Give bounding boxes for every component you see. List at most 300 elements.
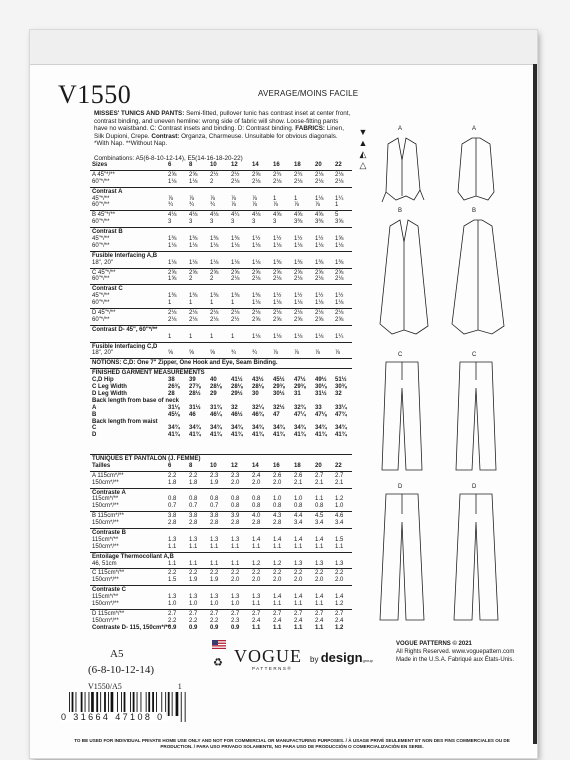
table-row bbox=[90, 432, 352, 439]
cell-value: 1.3 bbox=[252, 594, 261, 601]
cell-value: 2.6 bbox=[294, 472, 303, 479]
cell-value: 1⅜ bbox=[335, 259, 344, 266]
cell-value: 4.3 bbox=[273, 513, 282, 520]
cell-value: 2.7 bbox=[294, 610, 303, 617]
fabrics-text: Linen, Silk Dupioni, Crepe. bbox=[94, 125, 344, 140]
cell-value: 1½ bbox=[315, 293, 324, 300]
cell-value: 1⅛ bbox=[252, 300, 261, 307]
cell-value: 32 bbox=[335, 390, 342, 397]
cell-value: 1⅜ bbox=[189, 236, 198, 243]
cell-value: 2.2 bbox=[294, 570, 303, 577]
cell-value: 29½ bbox=[231, 390, 243, 397]
barcode-bar bbox=[181, 692, 182, 722]
row-label: C 45"*/** bbox=[92, 269, 116, 276]
cell-value: 0.7 bbox=[210, 503, 219, 510]
row-label: Contraste A bbox=[92, 489, 126, 496]
cell-value: ¾ bbox=[210, 202, 216, 209]
table-rule bbox=[90, 368, 352, 369]
cell-value: 45½ bbox=[273, 377, 285, 384]
table-rule bbox=[90, 325, 352, 326]
row-label: 115cm*/** bbox=[92, 594, 119, 601]
cell-value: 1¼ bbox=[335, 195, 344, 202]
cell-value: 38 bbox=[168, 377, 175, 384]
cell-value: 2.0 bbox=[273, 577, 282, 584]
cell-value: 1.8 bbox=[189, 479, 198, 486]
cell-value: 2⅛ bbox=[168, 310, 177, 317]
row-label: D bbox=[92, 432, 97, 439]
cell-value: 28⅛ bbox=[231, 384, 243, 391]
cell-value: 2⅛ bbox=[231, 178, 240, 185]
cell-value: 1.4 bbox=[335, 594, 344, 601]
sketch-a-back bbox=[458, 138, 494, 200]
cell-value: 1⅛ bbox=[273, 300, 282, 307]
cell-value: 32 bbox=[231, 404, 238, 411]
technical-sketches bbox=[376, 126, 516, 635]
cell-value: 1.4 bbox=[273, 594, 282, 601]
cell-value: 51½ bbox=[335, 377, 347, 384]
row-label: A 45"*/** bbox=[92, 171, 115, 178]
pattern-size-id-text: V1550/A5 bbox=[88, 682, 122, 691]
cell-value: 2.0 bbox=[231, 577, 240, 584]
table-rule bbox=[90, 568, 352, 569]
cell-value: 2.4 bbox=[335, 617, 344, 624]
barcode-digits: 0 31664 47108 0 bbox=[61, 712, 165, 722]
cell-value: 2⅝ bbox=[252, 171, 261, 178]
cell-value: 30⅜ bbox=[335, 384, 347, 391]
cell-value: 1.1 bbox=[294, 601, 303, 608]
cell-value: 2.8 bbox=[273, 520, 282, 527]
cell-value: ⅞ bbox=[294, 350, 300, 357]
barcode-bar bbox=[172, 692, 173, 716]
cell-value: 2⅝ bbox=[168, 171, 177, 178]
row-label: 150cm*/** bbox=[92, 520, 119, 527]
cell-value: 47¼ bbox=[294, 411, 306, 418]
cell-value: 2.2 bbox=[168, 617, 177, 624]
cell-value: 2⅝ bbox=[294, 316, 303, 323]
cell-value: 2.7 bbox=[252, 610, 261, 617]
cell-value: 12 bbox=[231, 162, 238, 168]
row-label: D Leg Width bbox=[92, 390, 127, 397]
size-code: A5 bbox=[110, 648, 124, 660]
cell-value: 2.2 bbox=[315, 570, 324, 577]
table-row bbox=[90, 611, 352, 618]
row-label: 60"*/** bbox=[92, 219, 110, 226]
cell-value: 8 bbox=[189, 162, 193, 168]
cell-value: 1⅛ bbox=[315, 242, 324, 249]
cell-value: 1 bbox=[231, 333, 235, 340]
cell-value: 34¾ bbox=[294, 425, 306, 432]
cell-value: 1 bbox=[189, 300, 193, 307]
row-label: Back length from waist bbox=[92, 418, 158, 425]
cell-value: 2.0 bbox=[335, 577, 344, 584]
cell-value: 4⅝ bbox=[315, 212, 324, 219]
cell-value: 31 bbox=[294, 390, 301, 397]
row-label: Contrast B bbox=[92, 229, 123, 236]
cell-value: 2½ bbox=[210, 171, 219, 178]
cell-value: 4⅛ bbox=[168, 212, 177, 219]
cell-value: 0.8 bbox=[231, 503, 240, 510]
cell-value: 46½ bbox=[231, 411, 243, 418]
cell-value: 2⅝ bbox=[252, 316, 261, 323]
cell-value: 3⅜ bbox=[315, 219, 324, 226]
row-label: Contrast A bbox=[92, 188, 123, 195]
cell-value: 14 bbox=[252, 162, 259, 168]
usage-disclaimer: TO BE USED FOR INDIVIDUAL PRIVATE HOME USE ONLY AND NOT FOR COMMERCIAL OR MANUFACTURING PURPOSES. / À USAGE PRIVÉ SEULEMENT ET NON DES FINS COMMERCIALES OU DE PRODUCTION. / PARA USO PRIVADO SOLAMENTE, NO PARA USO DE PRODUCCIÓN O COMERCIALIZACIÓN EN SERIE. bbox=[74, 738, 510, 749]
row-label: 115cm*/** bbox=[92, 536, 119, 543]
cell-value: 2⅛ bbox=[273, 276, 282, 283]
table-row bbox=[90, 391, 352, 398]
table-row bbox=[90, 496, 352, 503]
cell-value: 0.9 bbox=[210, 624, 219, 631]
cell-value: 2⅛ bbox=[335, 178, 344, 185]
cell-value: 5 bbox=[335, 212, 339, 219]
table-rule bbox=[90, 471, 352, 472]
row-label: C bbox=[92, 425, 97, 432]
table-row bbox=[90, 229, 352, 236]
cell-value: 1.4 bbox=[273, 536, 282, 543]
cell-value: 1.4 bbox=[315, 594, 324, 601]
finished-measurements-title bbox=[90, 370, 352, 377]
cell-value: 8 bbox=[189, 462, 193, 469]
envelope-edge bbox=[533, 64, 537, 744]
row-label: B 45"*/** bbox=[92, 212, 116, 219]
cell-value: 31½ bbox=[189, 404, 201, 411]
size-range: (6-8-10-12-14) bbox=[88, 664, 154, 676]
cell-value: ⅝ bbox=[168, 350, 174, 357]
sketch-b-back bbox=[452, 220, 504, 334]
cell-value: ⅞ bbox=[335, 350, 341, 357]
barcode-bar bbox=[185, 692, 186, 722]
cell-value: ⅞ bbox=[294, 202, 300, 209]
cell-value: 0.9 bbox=[168, 624, 177, 631]
table-row bbox=[90, 405, 352, 412]
cell-value: 41½ bbox=[231, 377, 243, 384]
sketch-label-a-back: A bbox=[472, 126, 477, 132]
fabric-layout-icons bbox=[357, 127, 371, 171]
cell-value: 33¼ bbox=[335, 404, 347, 411]
cell-value: 1 bbox=[210, 333, 214, 340]
table-row bbox=[90, 601, 352, 608]
row-label: 60"*/** bbox=[92, 242, 110, 249]
cell-value: 1⅛ bbox=[231, 242, 240, 249]
cell-value: 0.8 bbox=[252, 503, 261, 510]
cell-value: 0.8 bbox=[168, 496, 177, 503]
cell-value: 1⅜ bbox=[168, 236, 177, 243]
cell-value: 28⅛ bbox=[252, 384, 264, 391]
cell-value: 3 bbox=[189, 219, 193, 226]
cell-value: 1⅜ bbox=[210, 293, 219, 300]
table-rule bbox=[90, 342, 352, 343]
cell-value: 0.9 bbox=[231, 624, 240, 631]
cell-value: 1⅜ bbox=[252, 293, 261, 300]
triangle-down-icon: ▼ bbox=[358, 127, 368, 137]
cell-value: 3 bbox=[273, 219, 277, 226]
cell-value: 29 bbox=[210, 390, 217, 397]
cell-value: 18 bbox=[294, 162, 301, 168]
sketch-c-back bbox=[456, 362, 496, 470]
notions-line bbox=[90, 360, 352, 367]
cell-value: 1.4 bbox=[294, 536, 303, 543]
cell-value: 2⅝ bbox=[335, 269, 344, 276]
cell-value: 22 bbox=[335, 462, 342, 469]
notions-line-text: NOTIONS: C,D: One 7" Zipper, One Hook and Eye, Seam Binding. bbox=[92, 360, 278, 367]
cell-value: 1.1 bbox=[252, 624, 261, 631]
cell-value: 1½ bbox=[294, 236, 303, 243]
rights-line: All Rights Reserved. www.voguepattern.com bbox=[396, 649, 515, 655]
table-rule bbox=[90, 528, 352, 529]
table-row bbox=[90, 202, 352, 209]
row-label: Contraste B bbox=[92, 530, 127, 537]
cell-value: 2.7 bbox=[273, 610, 282, 617]
table-row bbox=[90, 276, 352, 283]
table-row bbox=[90, 412, 352, 419]
cell-value: ¾ bbox=[189, 202, 195, 209]
cell-value: ⅞ bbox=[252, 202, 258, 209]
cell-value: 1⅜ bbox=[168, 293, 177, 300]
by-design-logo bbox=[310, 650, 373, 665]
cell-value: 41¾ bbox=[315, 432, 327, 439]
cell-value: 3.9 bbox=[231, 513, 240, 520]
cell-value: 1.1 bbox=[168, 543, 177, 550]
cell-value: 2.2 bbox=[273, 570, 282, 577]
table-row bbox=[90, 270, 352, 277]
table-row bbox=[90, 544, 352, 551]
table-row bbox=[90, 310, 352, 317]
cell-value: 1½ bbox=[335, 293, 344, 300]
row-label: 45"*/** bbox=[92, 195, 110, 202]
cell-value: 1 bbox=[273, 195, 277, 202]
cell-value: 41¾ bbox=[231, 432, 243, 439]
cell-value: 1.1 bbox=[335, 543, 344, 550]
cell-value: 3⅜ bbox=[294, 219, 303, 226]
cell-value: 2.0 bbox=[231, 479, 240, 486]
cell-value: 1⅛ bbox=[294, 333, 303, 340]
cell-value: 1⅜ bbox=[294, 259, 303, 266]
cell-value: 30 bbox=[252, 390, 259, 397]
cell-value: 4⅛ bbox=[252, 212, 261, 219]
cell-value: 1½ bbox=[294, 293, 303, 300]
cell-value: 1⅛ bbox=[210, 259, 219, 266]
cell-value: 2.1 bbox=[335, 479, 344, 486]
cell-value: 2.7 bbox=[315, 610, 324, 617]
row-label: 60"*/** bbox=[92, 316, 110, 323]
cell-value: 2⅝ bbox=[294, 269, 303, 276]
cell-value: 4.4 bbox=[294, 513, 303, 520]
cell-value: 2.8 bbox=[231, 520, 240, 527]
cell-value: 28 bbox=[168, 390, 175, 397]
row-label: 115cm*/** bbox=[92, 496, 119, 503]
cell-value: 2⅛ bbox=[252, 178, 261, 185]
cell-value: 2.2 bbox=[252, 570, 261, 577]
cell-value: 2⅛ bbox=[252, 310, 261, 317]
row-label: Sizes bbox=[92, 162, 108, 168]
cell-value: 1⅛ bbox=[273, 333, 282, 340]
cell-value: 29⅜ bbox=[273, 384, 285, 391]
row-label: Contrast C bbox=[92, 286, 123, 293]
cell-value: 32½ bbox=[273, 404, 285, 411]
cell-value: 34¾ bbox=[315, 425, 327, 432]
sketch-b-front bbox=[380, 220, 428, 334]
cell-value: 4⅝ bbox=[294, 212, 303, 219]
vogue-patterns-sub bbox=[252, 666, 292, 671]
cell-value: 1.1 bbox=[231, 543, 240, 550]
cell-value: 1.1 bbox=[315, 624, 324, 631]
cell-value: 20 bbox=[315, 162, 322, 168]
cell-value: ⅝ bbox=[210, 350, 216, 357]
cell-value: 1.4 bbox=[315, 536, 324, 543]
cell-value: 2⅝ bbox=[335, 316, 344, 323]
cell-value: 1⅛ bbox=[168, 259, 177, 266]
cell-value: 1.9 bbox=[210, 577, 219, 584]
cell-value: 2.2 bbox=[335, 570, 344, 577]
cell-value: 2.4 bbox=[294, 617, 303, 624]
difficulty-label: AVERAGE/MOINS FACILE bbox=[258, 89, 359, 98]
cell-value: 2½ bbox=[231, 171, 240, 178]
row-label: A 115cm*/** bbox=[92, 472, 124, 479]
cell-value: 1.1 bbox=[273, 543, 282, 550]
contrast-label: Contrast: bbox=[151, 132, 180, 140]
cell-value: 2.0 bbox=[315, 577, 324, 584]
cell-value: 2⅛ bbox=[210, 310, 219, 317]
cell-value: 34¾ bbox=[189, 425, 201, 432]
cell-value: 1.1 bbox=[315, 496, 324, 503]
cell-value: 2⅝ bbox=[273, 269, 282, 276]
row-label: 150cm*/** bbox=[92, 543, 119, 550]
cell-value: 47⅛ bbox=[315, 411, 327, 418]
cell-value: 1⅛ bbox=[335, 242, 344, 249]
cell-value: 1.1 bbox=[210, 543, 219, 550]
cell-value: 47½ bbox=[294, 377, 306, 384]
cell-value: 3 bbox=[231, 219, 235, 226]
cell-value: 2.2 bbox=[189, 617, 198, 624]
cell-value: 2⅛ bbox=[294, 178, 303, 185]
table-rule bbox=[90, 488, 352, 489]
cell-value: 2.8 bbox=[252, 520, 261, 527]
cell-value: ¾ bbox=[252, 350, 258, 357]
sketch-label-b-front: B bbox=[398, 208, 403, 214]
cell-value: 2⅛ bbox=[168, 316, 177, 323]
cell-value: 1.0 bbox=[335, 503, 344, 510]
cell-value: 0.7 bbox=[189, 503, 198, 510]
cell-value: 28⅛ bbox=[210, 384, 222, 391]
row-label: 45"*/** bbox=[92, 293, 110, 300]
sketch-label-d-back: D bbox=[472, 484, 477, 490]
table-row bbox=[90, 253, 352, 260]
cell-value: 16 bbox=[273, 462, 280, 469]
table-row bbox=[90, 189, 352, 196]
cell-value: 2.4 bbox=[252, 617, 261, 624]
cell-value: 1⅛ bbox=[252, 242, 261, 249]
tailles-header-row bbox=[90, 463, 352, 470]
cell-value: 0.8 bbox=[294, 503, 303, 510]
cell-value: 14 bbox=[252, 462, 259, 469]
cell-value: 2.8 bbox=[168, 520, 177, 527]
row-label: D 115cm*/** bbox=[92, 610, 125, 617]
cell-value: 2⅛ bbox=[315, 276, 324, 283]
table-row bbox=[90, 594, 352, 601]
cell-value: 1.5 bbox=[335, 536, 344, 543]
cell-value: 12 bbox=[231, 462, 238, 469]
cell-value: 1.0 bbox=[168, 601, 177, 608]
table-row bbox=[90, 334, 352, 341]
vogue-logo-text: VOGUE bbox=[234, 646, 302, 666]
table-row bbox=[90, 398, 352, 405]
cell-value: 34¾ bbox=[210, 425, 222, 432]
cell-value: 2⅝ bbox=[210, 269, 219, 276]
cell-value: 0.8 bbox=[315, 503, 324, 510]
cell-value: 28½ bbox=[189, 390, 201, 397]
cell-value: 1 bbox=[335, 202, 339, 209]
cell-value: 1⅛ bbox=[315, 333, 324, 340]
row-label: B 115cm*/** bbox=[92, 513, 124, 520]
by-text: by bbox=[310, 655, 319, 664]
cell-value: 2.8 bbox=[189, 520, 198, 527]
cell-value: 3 bbox=[252, 219, 256, 226]
sketch-label-a-front: A bbox=[398, 126, 403, 132]
row-label: 150cm*/** bbox=[92, 479, 119, 486]
cell-value: 1.1 bbox=[315, 601, 324, 608]
cell-value: 18 bbox=[294, 462, 301, 469]
cell-value: 1.1 bbox=[189, 560, 198, 567]
usa-flag-icon bbox=[212, 640, 226, 649]
table-row bbox=[90, 570, 352, 577]
cell-value: 3.8 bbox=[168, 513, 177, 520]
cell-value: 34¾ bbox=[231, 425, 243, 432]
sketch-label-d-front: D bbox=[398, 484, 403, 490]
registered-mark: ® bbox=[287, 666, 293, 671]
cell-value: 31½ bbox=[315, 390, 327, 397]
cell-value: 1⅛ bbox=[252, 333, 261, 340]
table-row bbox=[90, 561, 352, 568]
sketch-label-c-back: C bbox=[472, 352, 477, 358]
cell-value: 3.8 bbox=[210, 513, 219, 520]
cell-value: 2⅛ bbox=[273, 178, 282, 185]
sketch-label-b-back: B bbox=[472, 208, 477, 214]
row-label: C 115cm*/** bbox=[92, 570, 125, 577]
cell-value: 2.2 bbox=[210, 617, 219, 624]
description-title: MISSES' TUNICS AND PANTS: bbox=[94, 110, 185, 117]
table-rule bbox=[90, 511, 352, 512]
cell-value: 1.0 bbox=[231, 601, 240, 608]
row-label: D 45"*/** bbox=[92, 310, 116, 317]
cell-value: 1.3 bbox=[168, 536, 177, 543]
cell-value: 41¾ bbox=[335, 432, 347, 439]
cell-value: ⅞ bbox=[168, 195, 174, 202]
cell-value: 1⅜ bbox=[231, 293, 240, 300]
cell-value: 1.1 bbox=[189, 543, 198, 550]
cell-value: 46¼ bbox=[210, 411, 222, 418]
cell-value: 2⅛ bbox=[189, 310, 198, 317]
cell-value: 32¼ bbox=[252, 404, 264, 411]
cell-value: 40 bbox=[210, 377, 217, 384]
cell-value: 1⅛ bbox=[189, 242, 198, 249]
table-row bbox=[90, 377, 352, 384]
table-row bbox=[90, 554, 352, 561]
cell-value: 2⅝ bbox=[315, 269, 324, 276]
cell-value: 1⅜ bbox=[231, 236, 240, 243]
cell-value: 41¾ bbox=[273, 432, 285, 439]
cell-value: 2⅝ bbox=[273, 316, 282, 323]
cell-value: 2.3 bbox=[231, 617, 240, 624]
cell-value: 49½ bbox=[315, 377, 327, 384]
table-row bbox=[90, 480, 352, 487]
cell-value: ⅞ bbox=[273, 350, 279, 357]
table-row bbox=[90, 618, 352, 625]
cell-value: 2.7 bbox=[335, 610, 344, 617]
cell-value: 2⅝ bbox=[189, 269, 198, 276]
table-rule bbox=[90, 454, 352, 455]
cell-value: 2⅝ bbox=[168, 269, 177, 276]
